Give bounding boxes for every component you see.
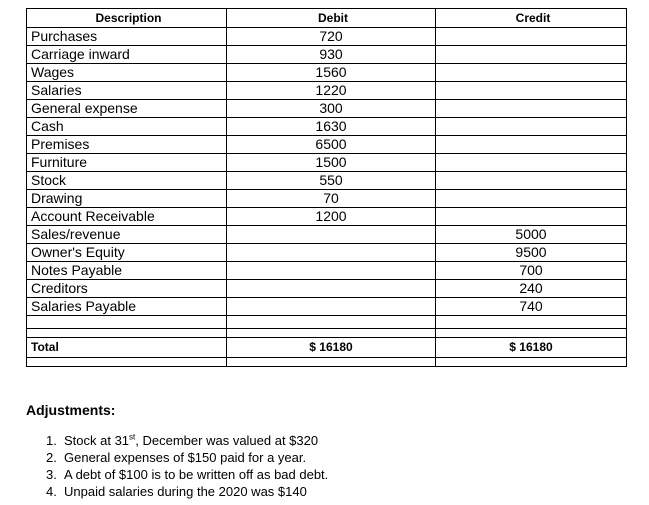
row-credit <box>436 118 627 136</box>
table-row <box>27 298 627 316</box>
row-debit <box>227 262 436 280</box>
total-debit: $ 16180 <box>227 338 436 358</box>
row-debit <box>227 226 436 244</box>
empty-cell <box>436 329 627 338</box>
list-item <box>46 466 328 483</box>
table-header-row <box>27 9 627 28</box>
table-row <box>27 226 627 244</box>
empty-cell <box>436 358 627 367</box>
row-description: Owner's Equity <box>27 244 227 262</box>
trial-balance-table <box>26 8 627 367</box>
empty-cell <box>27 329 227 338</box>
empty-cell <box>27 316 227 329</box>
table-row <box>27 172 627 190</box>
row-credit: 9500 <box>436 244 627 262</box>
empty-cell <box>227 358 436 367</box>
adjustments-title: Adjustments: <box>26 402 116 418</box>
row-description: General expense <box>27 100 227 118</box>
row-description: Premises <box>27 136 227 154</box>
table-row <box>27 280 627 298</box>
row-description: Furniture <box>27 154 227 172</box>
empty-cell <box>227 316 436 329</box>
table-row <box>27 64 627 82</box>
row-debit: 1500 <box>227 154 436 172</box>
table-row <box>27 118 627 136</box>
row-debit: 6500 <box>227 136 436 154</box>
table-row <box>27 82 627 100</box>
empty-cell <box>227 329 436 338</box>
table-row <box>27 28 627 46</box>
row-debit <box>227 298 436 316</box>
row-credit: 740 <box>436 298 627 316</box>
row-credit <box>436 208 627 226</box>
table-row <box>27 190 627 208</box>
row-description: Wages <box>27 64 227 82</box>
row-debit: 930 <box>227 46 436 64</box>
row-description: Cash <box>27 118 227 136</box>
empty-row <box>27 358 627 367</box>
row-credit <box>436 64 627 82</box>
row-description: Drawing <box>27 190 227 208</box>
total-row <box>27 338 627 358</box>
empty-cell <box>27 358 227 367</box>
header-description: Description <box>27 9 227 28</box>
ordinal-suffix: st <box>129 432 136 442</box>
row-debit: 1200 <box>227 208 436 226</box>
row-description: Notes Payable <box>27 262 227 280</box>
list-item-number: 4. <box>46 484 57 499</box>
row-debit: 70 <box>227 190 436 208</box>
list-item <box>46 432 328 449</box>
table-row <box>27 262 627 280</box>
row-debit <box>227 244 436 262</box>
empty-row <box>27 316 627 329</box>
row-credit: 240 <box>436 280 627 298</box>
row-debit: 1630 <box>227 118 436 136</box>
row-credit <box>436 28 627 46</box>
empty-row <box>27 329 627 338</box>
row-debit: 1560 <box>227 64 436 82</box>
row-description: Carriage inward <box>27 46 227 64</box>
table-row <box>27 208 627 226</box>
table-row <box>27 46 627 64</box>
row-debit: 1220 <box>227 82 436 100</box>
row-credit <box>436 100 627 118</box>
row-debit: 720 <box>227 28 436 46</box>
list-item-number: 1. <box>46 433 57 448</box>
total-credit: $ 16180 <box>436 338 627 358</box>
list-item-number: 3. <box>46 467 57 482</box>
list-item-text-rest: , December was valued at $320 <box>135 433 319 448</box>
list-item <box>46 483 328 500</box>
list-item-number: 2. <box>46 450 57 465</box>
empty-cell <box>436 316 627 329</box>
row-debit: 550 <box>227 172 436 190</box>
row-description: Salaries <box>27 82 227 100</box>
row-credit <box>436 172 627 190</box>
table-row <box>27 244 627 262</box>
list-item-text: General expenses of $150 paid for a year. <box>64 450 307 465</box>
header-credit: Credit <box>436 9 627 28</box>
row-description: Account Receivable <box>27 208 227 226</box>
table-row <box>27 100 627 118</box>
total-label: Total <box>27 338 227 358</box>
row-description: Sales/revenue <box>27 226 227 244</box>
table-row <box>27 154 627 172</box>
row-credit: 5000 <box>436 226 627 244</box>
header-debit: Debit <box>227 9 436 28</box>
adjustments-list <box>46 432 328 500</box>
list-item-text: Stock at 31 <box>64 433 130 448</box>
row-description: Stock <box>27 172 227 190</box>
row-credit <box>436 190 627 208</box>
row-credit: 700 <box>436 262 627 280</box>
row-description: Salaries Payable <box>27 298 227 316</box>
row-debit <box>227 280 436 298</box>
row-description: Creditors <box>27 280 227 298</box>
row-description: Purchases <box>27 28 227 46</box>
row-credit <box>436 46 627 64</box>
row-credit <box>436 136 627 154</box>
table-row <box>27 136 627 154</box>
list-item <box>46 449 328 466</box>
row-credit <box>436 82 627 100</box>
list-item-text: A debt of $100 is to be written off as bad debt. <box>64 467 329 482</box>
list-item-text: Unpaid salaries during the 2020 was $140 <box>64 484 307 499</box>
row-credit <box>436 154 627 172</box>
row-debit: 300 <box>227 100 436 118</box>
